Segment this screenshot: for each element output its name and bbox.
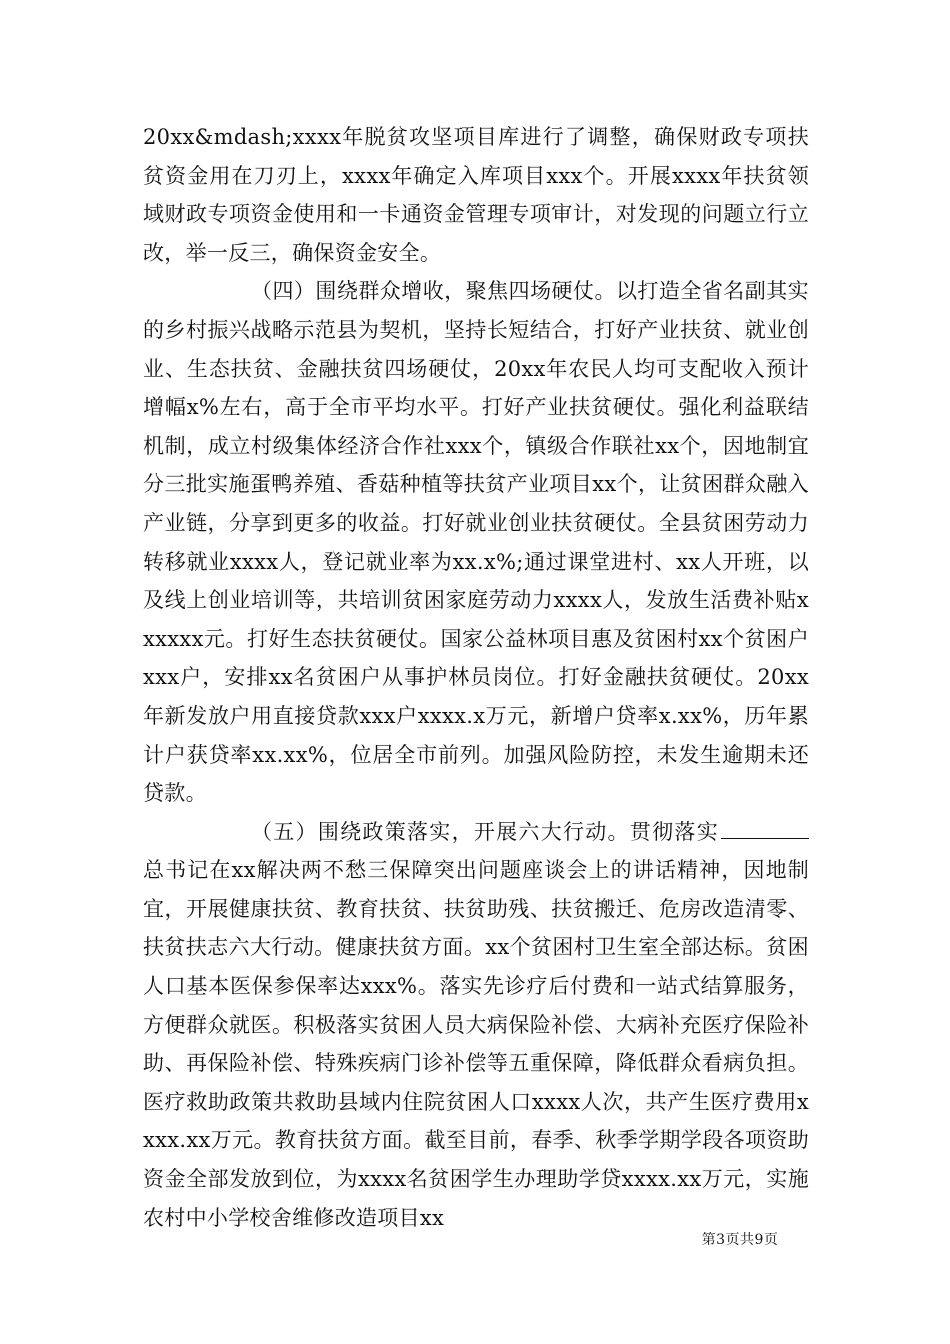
paragraph-section-4: （四）围绕群众增收，聚焦四场硬仗。以打造全省名副其实的乡村振兴战略示范县为契机，坚持长短结合，打好产业扶贫、就业创业、生态扶贫、金融扶贫四场硬仗，20xx年农民人均可支配收入预计增幅x%左右，高于全市平均水平。打好产业扶贫硬仗。强化利益联结机制，成立村级集体经济合作社xxx个，镇级合作联社xx个，因地制宜分三批实施蛋鸭养殖、香菇种植等扶贫产业项目xx个，让贫困群众融入产业链，分享到更多的收益。打好就业创业扶贫硬仗。全县贫困劳动力转移就业xxxx人，登记就业率为xx.x%;通过课堂进村、xx人开班，以及线上创业培训等，共培训贫困家庭劳动力xxxx人，发放生活费补贴xxxxxx元。打好生态扶贫硬仗。国家公益林项目惠及贫困村xx个贫困户xxx户，安排xx名贫困户从事护林员岗位。打好金融扶贫硬仗。20xx年新发放户用直接贷款xxx户xxxx.x万元，新增户贷率x.xx%，历年累计户获贷率xx.xx%，位居全市前列。加强风险防控，未发生逾期未还贷款。 [143, 279, 809, 806]
document-body [143, 118, 809, 1237]
fill-in-blank-line [721, 820, 809, 839]
page-number-footer: 第3页共9页 [701, 1232, 779, 1248]
section-5-body-text: 总书记在xx解决两不愁三保障突出问题座谈会上的讲话精神，因地制宜，开展健康扶贫、教育扶贫、扶贫助残、扶贫搬迁、危房改造清零、扶贫扶志六大行动。健康扶贫方面。xx个贫困村卫生室全部达标。贫困人口基本医保参保率达xxx%。落实先诊疗后付费和一站式结算服务，方便群众就医。积极落实贫困人员大病保险补偿、大病补充医疗保险补助、再保险补偿、特殊疾病门诊补偿等五重保障，降低群众看病负担。医疗救助政策共救助县域内住院贫困人口xxxx人次，共产生医疗费用xxxx.xx万元。教育扶贫方面。截至目前，春季、秋季学期学段各项资助资金全部发放到位，为xxxx名贫困学生办理助学贷xxxx.xx万元，实施农村中小学校舍维修改造项目xx [143, 858, 809, 1230]
paragraph-section-5 [143, 813, 809, 1238]
section-5-opening-text: （五）围绕政策落实，开展六大行动。贯彻落实 [251, 819, 719, 844]
paragraph-continuation: 20xx&mdash;xxxx年脱贫攻坚项目库进行了调整，确保财政专项扶贫资金用在刀刃上，xxxx年确定入库项目xxx个。开展xxxx年扶贫领域财政专项资金使用和一卡通资金管理专项审计，对发现的问题立行立改，举一反三，确保资金安全。 [143, 125, 809, 265]
